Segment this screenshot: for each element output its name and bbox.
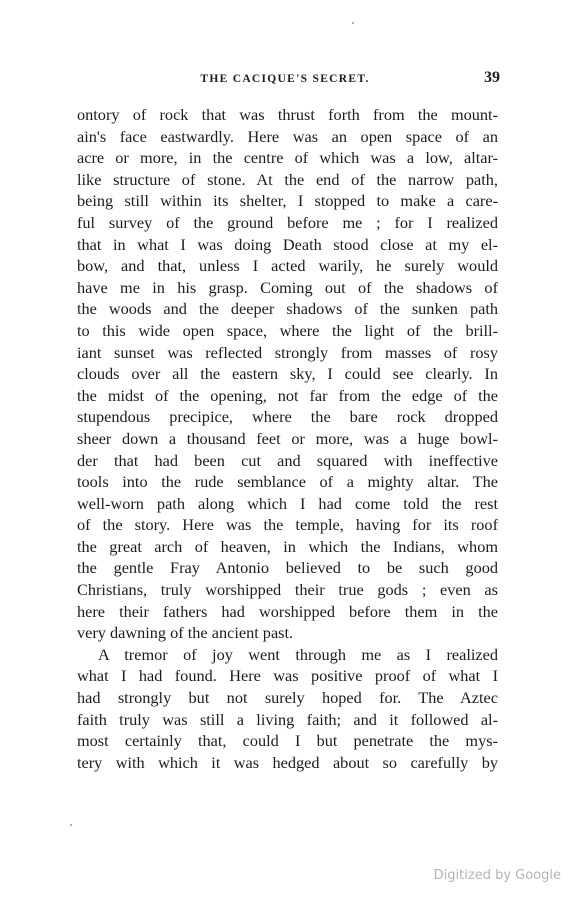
text-line: der that had been cut and squared with ineffective — [77, 450, 498, 470]
text-line: clouds over all the eastern sky, I could see clearly. In — [77, 364, 498, 384]
text-line: the great arch of heaven, in which the Indians, whom — [77, 536, 498, 556]
text-line: Christians, truly worshipped their true gods ; even as — [77, 580, 498, 600]
text-line: the gentle Fray Antonio believed to be such good — [77, 558, 498, 578]
text-line: A tremor of joy went through me as I realized — [98, 644, 498, 664]
text-line: tools into the rude semblance of a mighty altar. The — [77, 472, 498, 492]
text-line: ain's face eastwardly. Here was an open space of an — [77, 126, 498, 146]
page-number: 39 — [484, 69, 500, 86]
text-line: tery with which it was hedged about so carefully by — [77, 752, 498, 772]
text-line: faith truly was still a living faith; and it followed al- — [77, 709, 498, 729]
text-line: the woods and the deeper shadows of the sunken path — [77, 299, 498, 319]
text-line: like structure of stone. At the end of the narrow path, — [77, 169, 498, 189]
text-line: the midst of the opening, not far from the edge of the — [77, 385, 498, 405]
text-line: that in what I was doing Death stood close at my el- — [77, 234, 498, 254]
text-line: have me in his grasp. Coming out of the shadows of — [77, 277, 498, 297]
text-line: being still within its shelter, I stopped to make a care- — [77, 191, 498, 211]
running-title: THE CACIQUE'S SECRET. — [200, 73, 370, 85]
scan-speck — [70, 824, 72, 826]
text-line: ontory of rock that was thrust forth from the mount- — [77, 105, 498, 124]
text-line: acre or more, in the centre of which was a low, altar- — [77, 148, 498, 168]
text-line: had strongly but not surely hoped for. The Aztec — [77, 688, 498, 708]
scan-speck — [352, 22, 354, 24]
text-line: iant sunset was reflected strongly from masses of rosy — [77, 342, 498, 362]
text-line: well-worn path along which I had come told the rest — [77, 493, 498, 513]
watermark: Digitized by Google — [433, 868, 561, 883]
text-line: stupendous precipice, where the bare rock dropped — [77, 407, 498, 427]
text-line: very dawning of the ancient past. — [77, 623, 294, 643]
text-line: to this wide open space, where the light of the brill- — [77, 320, 498, 340]
page-header — [70, 69, 500, 89]
body-text — [77, 104, 498, 773]
text-line: of the story. Here was the temple, having for its roof — [77, 515, 498, 535]
text-line: ful survey of the ground before me ; for I realized — [77, 212, 498, 232]
text-line: most certainly that, could I but penetrate the mys- — [77, 731, 498, 751]
text-line: what I had found. Here was positive proof of what I — [77, 666, 498, 686]
text-line: sheer down a thousand feet or more, was a huge bowl- — [77, 428, 498, 448]
text-line: here their fathers had worshipped before them in the — [77, 601, 498, 621]
text-line: bow, and that, unless I acted warily, he surely would — [77, 256, 498, 276]
